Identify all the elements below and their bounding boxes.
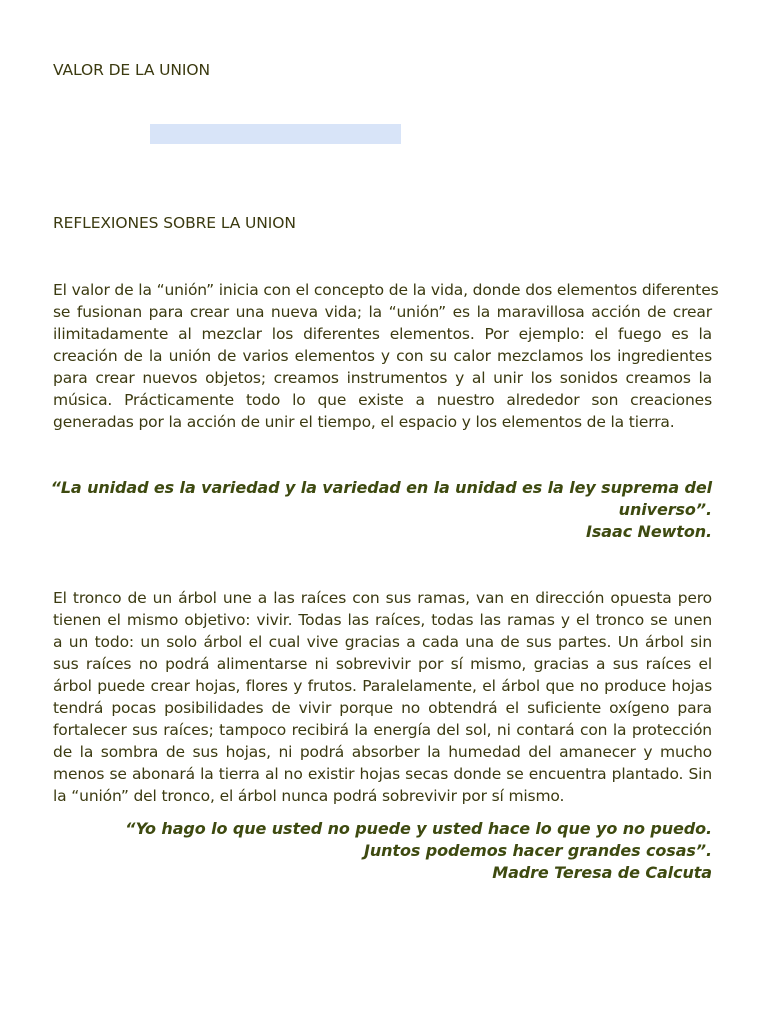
quote-newton bbox=[32, 477, 712, 543]
paragraph-union-concept bbox=[53, 279, 719, 433]
section-heading: REFLEXIONES SOBRE LA UNION bbox=[53, 214, 296, 232]
paragraph-line: música. Prácticamente todo lo que existe a nuestro alrededor son creaciones bbox=[53, 391, 712, 409]
quote-line: “La unidad es la variedad y la variedad en la unidad es la ley suprema del bbox=[50, 478, 712, 497]
paragraph-line: ilimitadamente al mezclar los diferentes elementos. Por ejemplo: el fuego es la bbox=[53, 325, 712, 343]
paragraph-line: sus raíces no podrá alimentarse ni sobrevivir por sí mismo, gracias a sus raíces el bbox=[53, 655, 712, 673]
paragraph-line: generadas por la acción de unir el tiempo, el espacio y los elementos de la tierra. bbox=[53, 413, 675, 431]
paragraph-line: fortalecer sus raíces; tampoco recibirá la energía del sol, ni contará con la protección bbox=[53, 721, 712, 739]
quote-line: Juntos podemos hacer grandes cosas”. bbox=[364, 841, 712, 860]
quote-author: Madre Teresa de Calcuta bbox=[492, 863, 712, 882]
paragraph-line: árbol puede crear hojas, flores y frutos. Paralelamente, el árbol que no produce hojas bbox=[53, 677, 712, 695]
quote-line: universo”. bbox=[618, 500, 712, 519]
paragraph-line: a un todo: un solo árbol el cual vive gracias a cada una de sus partes. Un árbol sin bbox=[53, 633, 712, 651]
paragraph-line: la “unión” del tronco, el árbol nunca podrá sobrevivir por sí mismo. bbox=[53, 787, 565, 805]
paragraph-line: El tronco de un árbol une a las raíces con sus ramas, van en dirección opuesta pero bbox=[53, 589, 712, 607]
paragraph-line: de la sombra de sus hojas, ni podrá absorber la humedad del amanecer y mucho bbox=[53, 743, 712, 761]
quote-line: “Yo hago lo que usted no puede y usted hace lo que yo no puedo. bbox=[125, 819, 712, 838]
highlight-bar bbox=[150, 124, 401, 144]
document-title: VALOR DE LA UNION bbox=[53, 61, 210, 79]
paragraph-line: tienen el mismo objetivo: vivir. Todas las raíces, todas las ramas y el tronco se unen bbox=[53, 611, 712, 629]
paragraph-line: creación de la unión de varios elementos y con su calor mezclamos los ingredientes bbox=[53, 347, 712, 365]
paragraph-line: para crear nuevos objetos; creamos instrumentos y al unir los sonidos creamos la bbox=[53, 369, 712, 387]
paragraph-line: tendrá pocas posibilidades de vivir porque no obtendrá el suficiente oxígeno para bbox=[53, 699, 712, 717]
quote-author: Isaac Newton. bbox=[586, 522, 712, 541]
quote-teresa bbox=[32, 818, 712, 884]
paragraph-tree-metaphor bbox=[53, 587, 712, 807]
paragraph-line: menos se abonará la tierra al no existir hojas secas donde se encuentra plantado. Sin bbox=[53, 765, 712, 783]
paragraph-line: se fusionan para crear una nueva vida; la “unión” es la maravillosa acción de crear bbox=[53, 303, 712, 321]
paragraph-line: El valor de la “unión” inicia con el concepto de la vida, donde dos elementos diferentes bbox=[53, 281, 719, 299]
